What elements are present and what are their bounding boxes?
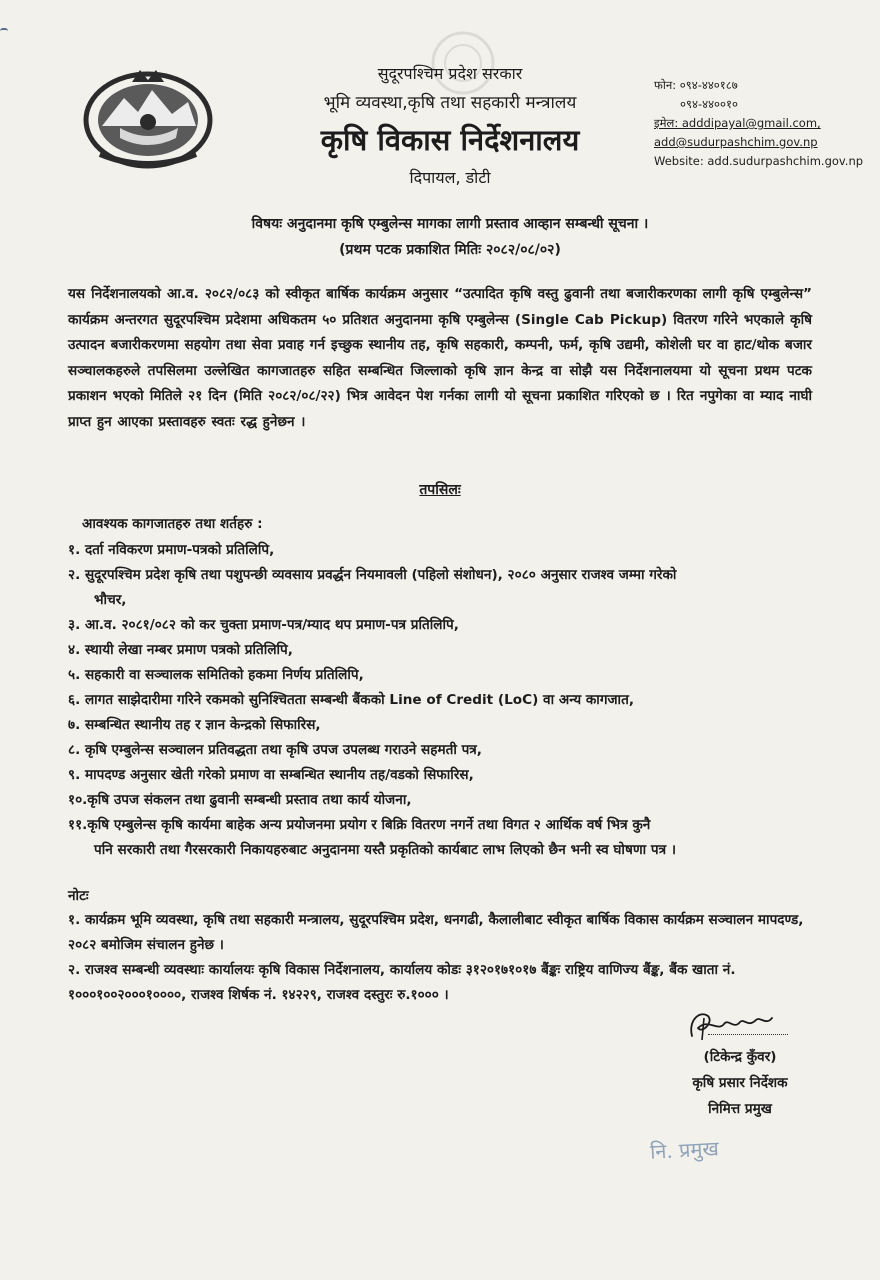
signatory-role: निमित्त प्रमुख (708, 1101, 772, 1117)
list-item: ८. कृषि एम्बुलेन्स सञ्चालन प्रतिवद्धता तथा कृषि उपज उपलब्ध गराउने सहमती पत्र, (68, 742, 482, 758)
publication-date: (प्रथम पटक प्रकाशित मितिः २०८२/०८/०२) (339, 242, 561, 258)
signature-line (708, 1034, 788, 1035)
requirements-list (68, 538, 812, 863)
province-government: सुदूरपश्चिम प्रदेश सरकार (377, 64, 523, 83)
signatory-title: कृषि प्रसार निर्देशक (692, 1075, 788, 1091)
office-name: कृषि विकास निर्देशनालय (320, 123, 580, 157)
notice-body: यस निर्देशनालयको आ.व. २०८२/०८३ को स्वीकृत बार्षिक कार्यक्रम अनुसार “उत्पादित कृषि वस्तु ढुवानी तथा बजारीकरणका लागी कृषि एम्बुलेन्स” कार्यक्रम अन्तरगत सुदूरपश्चिम प्रदेशमा अधिकतम ५० प्रतिशत अनुदानमा कृषि एम्बुलेन्स (Single Cab Pickup) वितरण गरिने भएकाले कृषि उत्पादन बजारीकरणमा सहयोग तथा सेवा प्रवाह गर्न इच्छुक स्थानीय तह, कृषि सहकारी, कम्पनी, फर्म, कृषि उद्यमी, कोशेली घर वा हाट/थोक बजार सञ्चालकहरुले तपसिलमा उल्लेखित कागजातहरु सहित सम्बन्धित जिल्लाको कृषि ज्ञान केन्द्र वा सोझै यस निर्देशनालयमा यो सूचना प्रथम पटक प्रकाशन भएको मितिले २१ दिन (मिति २०८२/०८/२२) भित्र आवेदन पेश गर्नका लागी यो सूचना प्रकाशित गरिएको छ । रित नपुगेका वा म्याद नाघी प्राप्त हुन आएका प्रस्तावहरु स्वतः रद्ध हुनेछन । (68, 286, 812, 430)
list-item: ९. मापदण्ड अनुसार खेती गरेको प्रमाण वा सम्बन्धित स्थानीय तह/वडको सिफारिस, (68, 767, 474, 783)
list-item: १०.कृषि उपज संकलन तथा ढुवानी सम्बन्धी प्रस्ताव तथा कार्य योजना, (68, 792, 412, 808)
list-item: ११.कृषि एम्बुलेन्स कृषि कार्यमा बाहेक अन्य प्रयोजनमा प्रयोग र बिक्रि वितरण नगर्ने तथा विगत २ आर्थिक वर्ष भित्र कुनै पनि सरकारी तथा गैरसरकारी निकायहरुबाट अनुदानमा यस्तै प्रकृतिको कार्यबाट लाभ लिएको छैन भनी स्व घोषणा पत्र । (68, 817, 677, 858)
list-item: ४. स्थायी लेखा नम्बर प्रमाण पत्रको प्रतिलिपि, (68, 642, 293, 658)
phone-2: ०९४-४४००१० (680, 97, 738, 111)
signatory-name: (टिकेन्द्र कुँवर) (703, 1049, 777, 1065)
documents-heading: आवश्यक कागजातहरु तथा शर्तहरु : (82, 516, 263, 532)
website[interactable]: Website: add.sudurpashchim.gov.np (654, 154, 864, 168)
notes-heading: नोटः (68, 888, 89, 904)
office-location: दिपायल, डोटी (409, 168, 491, 187)
contact-block (654, 76, 874, 171)
notes-block (68, 908, 812, 1008)
email-1[interactable]: इमेल: adddipayal@gmail.com, (654, 116, 821, 130)
note-2: २. राजश्व सम्बन्धी व्यवस्थाः कार्यालयः कृषि विकास निर्देशनालय, कार्यालय कोडः ३१२०१७१०१७ बैंङ्कः राष्ट्रिय वाणिज्य बैंङ्क, बैंक खाता नं. १०००१००२०००१००००, राजश्व शिर्षक नं. १४२२९, राजश्व दस्तुरः रु.१००० । (68, 962, 736, 1003)
acting-head-stamp: नि. प्रमुख (649, 1136, 720, 1164)
corner-mark (0, 28, 8, 34)
details-heading: तपसिलः (419, 482, 461, 498)
list-item: १. दर्ता नविकरण प्रमाण-पत्रको प्रतिलिपि, (68, 542, 275, 558)
list-item: ३. आ.व. २०८१/०८२ को कर चुक्ता प्रमाण-पत्र/म्याद थप प्रमाण-पत्र प्रतिलिपि, (68, 617, 459, 633)
ministry-name: भूमि व्यवस्था,कृषि तथा सहकारी मन्त्रालय (323, 93, 577, 113)
list-item: ५. सहकारी वा सञ्चालक समितिको हकमा निर्णय प्रतिलिपि, (68, 667, 364, 683)
note-1: १. कार्यक्रम भूमि व्यवस्था, कृषि तथा सहकारी मन्त्रालय, सुदूरपश्चिम प्रदेश, धनगढी, कैलालीबाट स्वीकृत बार्षिक विकास कार्यक्रम सञ्चालन मापदण्ड, २०८२ बमोजिम संचालन हुनेछ । (68, 912, 804, 953)
list-item: ६. लागत साझेदारीमा गरिने रकमको सुनिश्चितता सम्बन्धी बैंकको Line of Credit (LoC) वा अन्य कागजात, (68, 692, 634, 708)
list-item: २. सुदूरपश्चिम प्रदेश कृषि तथा पशुपन्छी व्यवसाय प्रवर्द्धन नियमावली (पहिलो संशोधन), २०८० अनुसार राजश्व जम्मा गरेको भौचर, (68, 567, 677, 608)
handwritten-signature-icon (678, 1006, 788, 1046)
phone-1: फोन: ०९४-४४०१८७ (654, 78, 738, 92)
notice-subject: विषयः अनुदानमा कृषि एम्बुलेन्स मागका लागी प्रस्ताव आव्हान सम्बन्धी सूचना । (251, 216, 649, 232)
list-item: ७. सम्बन्धित स्थानीय तह र ज्ञान केन्द्रको सिफारिस, (68, 717, 321, 733)
email-2[interactable]: add@sudurpashchim.gov.np (654, 135, 818, 149)
nepal-emblem-icon (80, 62, 216, 170)
